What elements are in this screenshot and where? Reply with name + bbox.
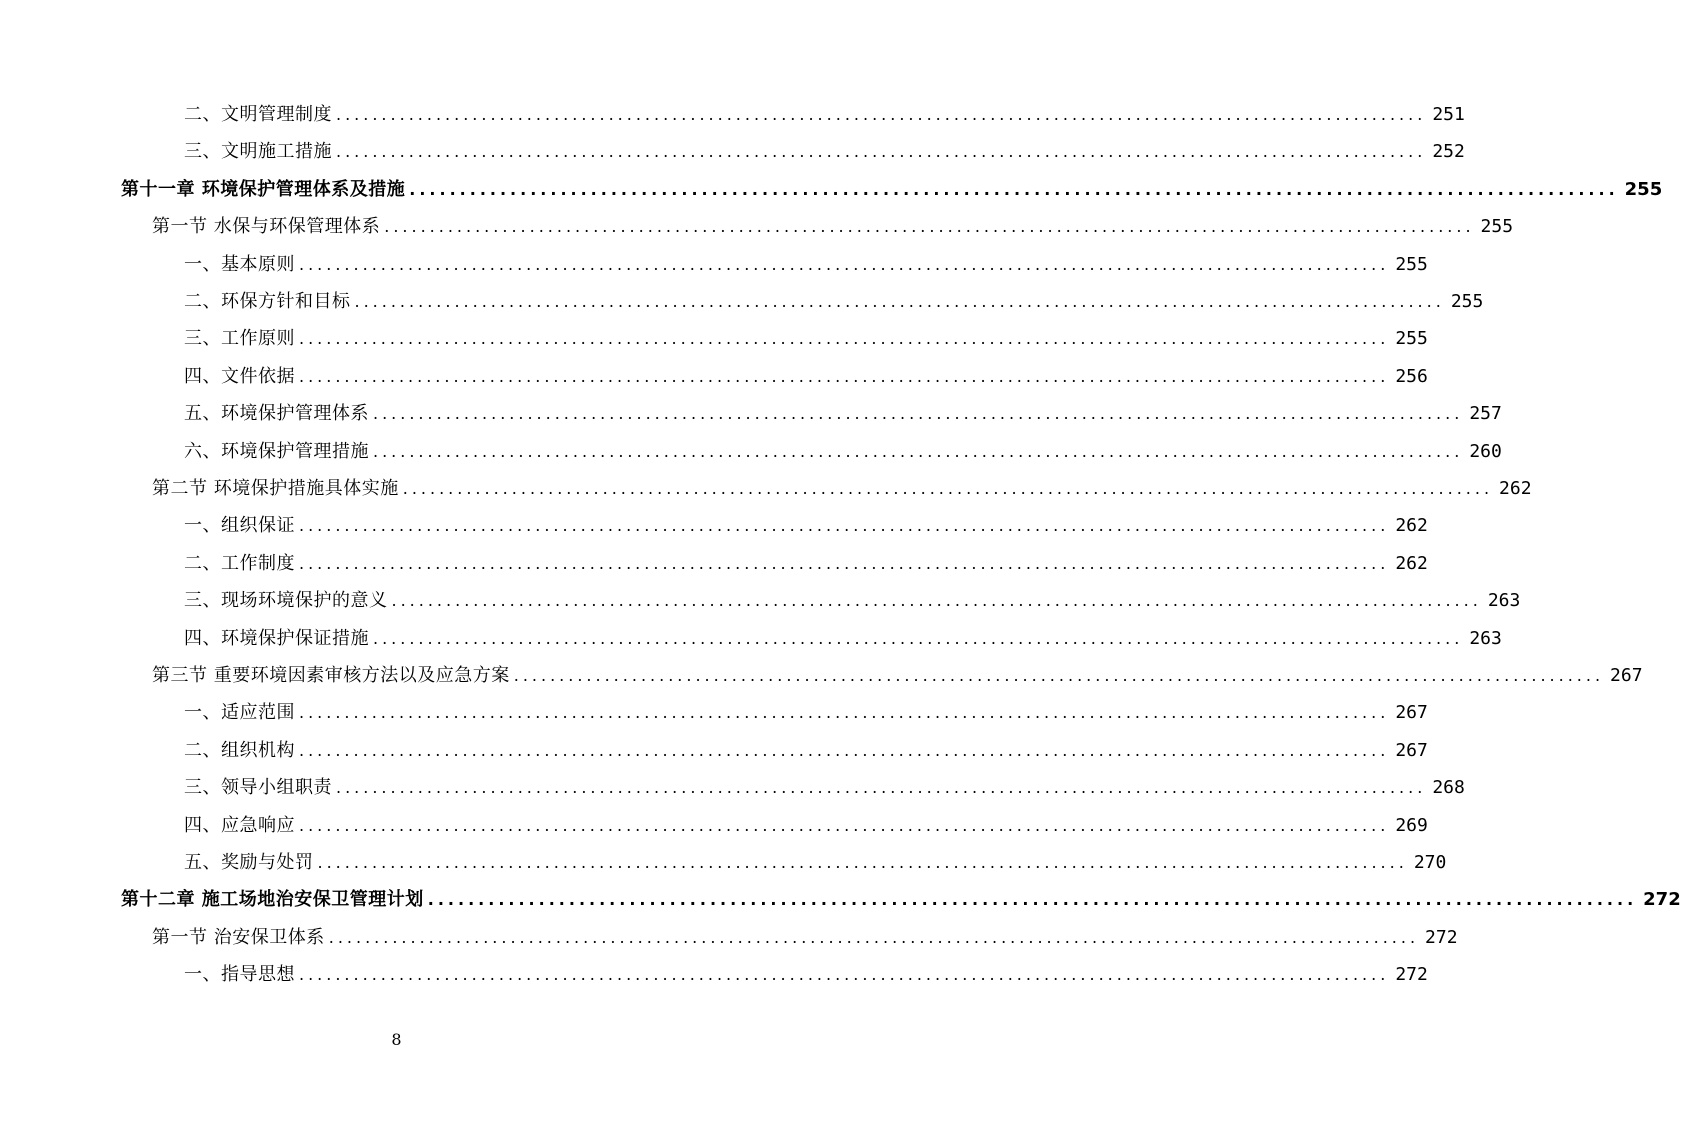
toc-entry-title: 二、工作制度 — [184, 552, 295, 574]
toc-entry[interactable] — [184, 287, 1484, 317]
toc-entry-page: 268 — [1432, 777, 1465, 799]
toc-entry-title: 第十一章 环境保护管理体系及措施 — [121, 178, 406, 200]
toc-entry-page: 251 — [1432, 104, 1465, 125]
toc-entry[interactable] — [121, 885, 1681, 915]
dot-leader: ........................................................................................................................ — [317, 853, 1408, 872]
toc-entry[interactable] — [152, 661, 1643, 691]
toc-entry-page: 262 — [1499, 478, 1532, 499]
toc-entry[interactable] — [184, 437, 1502, 467]
toc-entry[interactable] — [184, 511, 1428, 541]
toc-entry-page: 255 — [1395, 253, 1428, 275]
toc-entry[interactable] — [152, 923, 1458, 953]
toc-entry[interactable] — [184, 624, 1502, 654]
toc-entry-page: 255 — [1624, 178, 1663, 200]
toc-entry[interactable] — [184, 811, 1428, 841]
toc-entry-page: 263 — [1487, 590, 1521, 612]
toc-entry[interactable] — [184, 137, 1465, 167]
page-number: 8 — [391, 1030, 402, 1049]
dot-leader: ........................................................................................................................ — [299, 329, 1390, 349]
dot-leader: ........................................................................................................................ — [299, 516, 1390, 536]
toc-entry-page: 263 — [1469, 627, 1502, 649]
toc-entry[interactable] — [184, 362, 1428, 392]
toc-entry[interactable] — [184, 773, 1465, 803]
dot-leader: ........................................................................................................................ — [354, 292, 1445, 311]
toc-entry[interactable] — [184, 848, 1447, 878]
dot-leader: ........................................................................................................................ — [299, 366, 1390, 386]
toc-entry-page: 260 — [1469, 440, 1502, 462]
toc-entry-page: 272 — [1643, 889, 1681, 911]
toc-entry-page: 256 — [1395, 365, 1428, 387]
toc-entry-title: 四、文件依据 — [184, 365, 295, 387]
dot-leader: ........................................................................................................................ — [373, 404, 1464, 424]
dot-leader: ........................................................................................................................ — [373, 628, 1464, 648]
toc-entry-page: 257 — [1469, 403, 1502, 425]
toc-entry-title: 二、环保方针和目标 — [184, 291, 351, 312]
toc-entry-title: 第十二章 施工场地治安保卫管理计划 — [121, 889, 424, 911]
dot-leader: ........................................................................................................................ — [336, 778, 1427, 798]
toc-entry-page: 255 — [1450, 291, 1484, 312]
toc-entry[interactable] — [184, 250, 1428, 280]
dot-leader: ........................................................................................................................ — [299, 740, 1390, 760]
toc-entry[interactable] — [152, 212, 1514, 242]
toc-entry[interactable] — [184, 399, 1502, 429]
toc-entry-title: 六、环境保护管理措施 — [184, 440, 369, 462]
toc-entry-title: 三、文明施工措施 — [184, 141, 332, 163]
dot-leader: ........................................................................................................................ — [299, 703, 1390, 723]
dot-leader: ........................................................................................................................ — [336, 142, 1427, 162]
toc-entry[interactable] — [184, 960, 1428, 990]
toc-entry-page: 255 — [1395, 328, 1428, 350]
dot-leader: ........................................................................................................................ — [299, 815, 1390, 835]
toc-entry[interactable] — [152, 474, 1532, 504]
dot-leader: ........................................................................................................................ — [391, 591, 1482, 611]
toc-entry-page: 269 — [1395, 814, 1428, 836]
toc-entry-page: 252 — [1432, 141, 1465, 163]
toc-entry-title: 第一节 水保与环保管理体系 — [152, 216, 381, 238]
toc-entry[interactable] — [121, 175, 1663, 205]
toc-entry-title: 四、环境保护保证措施 — [184, 627, 369, 649]
dot-leader: ........................................................................................................................ — [402, 479, 1494, 498]
toc-entry-title: 一、指导思想 — [184, 964, 295, 986]
toc-entry[interactable] — [184, 549, 1428, 579]
toc-entry-page: 262 — [1395, 515, 1428, 537]
toc-entry-page: 267 — [1395, 702, 1428, 724]
toc-entry-page: 272 — [1395, 964, 1428, 986]
dot-leader: ........................................................................................................................ — [427, 890, 1638, 910]
toc-entry-title: 三、领导小组职责 — [184, 777, 332, 799]
toc-entry-page: 262 — [1395, 552, 1428, 574]
toc-entry-title: 三、现场环境保护的意义 — [184, 590, 388, 612]
dot-leader: ........................................................................................................................ — [409, 179, 1619, 199]
toc-entry-title: 一、适应范围 — [184, 702, 295, 724]
toc-entry-page: 267 — [1395, 739, 1428, 761]
dot-leader: ........................................................................................................................ — [373, 441, 1464, 461]
dot-leader: ........................................................................................................................ — [299, 254, 1390, 274]
toc-entry-page: 255 — [1480, 216, 1514, 238]
dot-leader: ........................................................................................................................ — [299, 553, 1390, 573]
toc-entry-page: 272 — [1425, 926, 1458, 948]
toc-entry-title: 第三节 重要环境因素审核方法以及应急方案 — [152, 665, 510, 686]
toc-entry-title: 四、应急响应 — [184, 814, 295, 836]
toc-entry-title: 第一节 治安保卫体系 — [152, 926, 325, 948]
toc-entry-title: 二、文明管理制度 — [184, 104, 332, 125]
toc-entry[interactable] — [184, 586, 1521, 616]
toc-entry-title: 第二节 环境保护措施具体实施 — [152, 478, 399, 499]
dot-leader: ........................................................................................................................ — [336, 105, 1427, 124]
dot-leader: ........................................................................................................................ — [384, 217, 1475, 237]
toc-entry[interactable] — [184, 736, 1428, 766]
toc-entry-title: 五、环境保护管理体系 — [184, 403, 369, 425]
toc-entry-title: 五、奖励与处罚 — [184, 852, 314, 873]
toc-entry-title: 一、基本原则 — [184, 253, 295, 275]
toc-entry[interactable] — [184, 324, 1428, 354]
dot-leader: ........................................................................................................................ — [513, 666, 1605, 685]
toc-entry-page: 270 — [1413, 852, 1447, 873]
toc-entry-page: 267 — [1610, 665, 1643, 686]
toc-entry-title: 三、工作原则 — [184, 328, 295, 350]
toc-entry[interactable] — [184, 698, 1428, 728]
toc-entry-title: 一、组织保证 — [184, 515, 295, 537]
dot-leader: ........................................................................................................................ — [299, 965, 1390, 985]
dot-leader: ........................................................................................................................ — [328, 927, 1420, 947]
toc-entry[interactable] — [184, 100, 1465, 130]
toc-entry-title: 二、组织机构 — [184, 739, 295, 761]
